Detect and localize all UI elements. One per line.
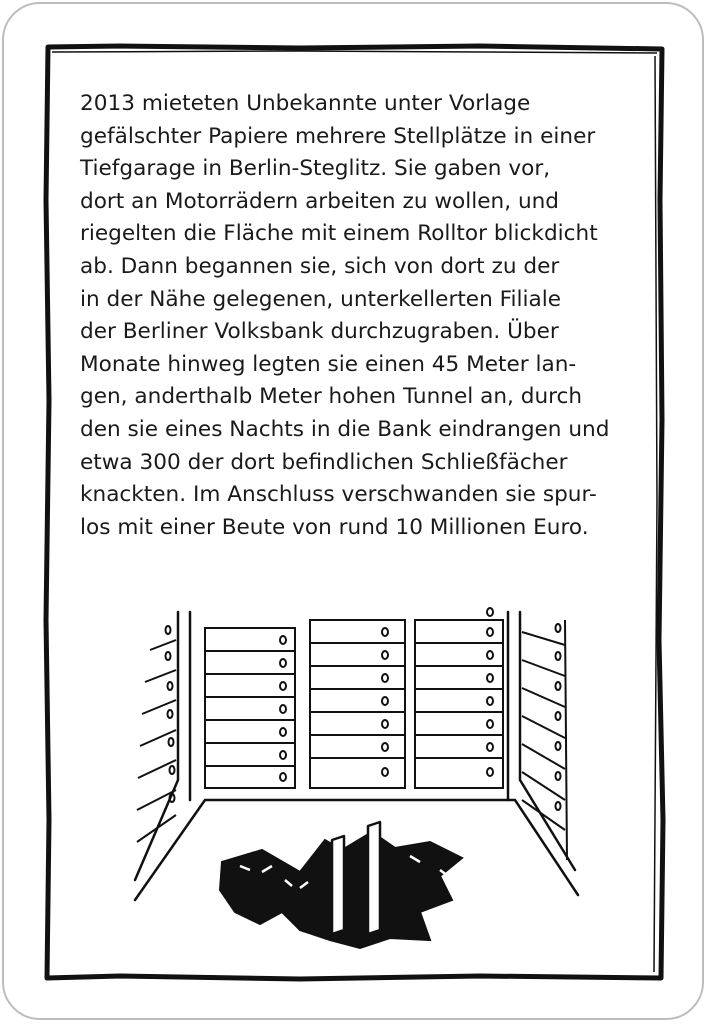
- story-line: Tiefgarage in Berlin-Steglitz. Sie gaben vor,: [80, 156, 551, 182]
- story-line: riegelten die Fläche mit einem Rolltor blickdicht: [80, 221, 598, 247]
- story-line: knackten. Im Anschluss verschwanden sie spur-: [80, 482, 597, 508]
- story-line: in der Nähe gelegenen, unterkellerten Filiale: [80, 286, 562, 312]
- story-line: etwa 300 der dort befindlichen Schließfächer: [80, 449, 568, 475]
- story-line: der Berliner Volksbank durchzugraben. Über: [80, 319, 559, 345]
- story-line: gefälschter Papiere mehrere Stellplätze in einer: [80, 123, 596, 149]
- story-line: Monate hinweg legten sie einen 45 Meter lan-: [80, 351, 577, 377]
- story-line: los mit einer Beute von rund 10 Millionen Euro.: [80, 514, 589, 540]
- right-wall-drawers: [522, 620, 567, 860]
- story-text: [80, 88, 640, 544]
- story-line: ab. Dann begannen sie, sich von dort zu der: [80, 253, 560, 279]
- story-line: 2013 mieteten Unbekannte unter Vorlage: [80, 91, 531, 116]
- story-line: den sie eines Nachts in die Bank eindrangen und: [80, 416, 610, 442]
- story-line: dort an Motorrädern arbeiten zu wollen, und: [80, 188, 560, 214]
- left-wall-drawers: [137, 626, 176, 842]
- story-line: gen, anderthalb Meter hohen Tunnel an, durch: [80, 384, 583, 410]
- back-wall-drawers: [205, 608, 503, 788]
- vault-illustration: [130, 600, 590, 950]
